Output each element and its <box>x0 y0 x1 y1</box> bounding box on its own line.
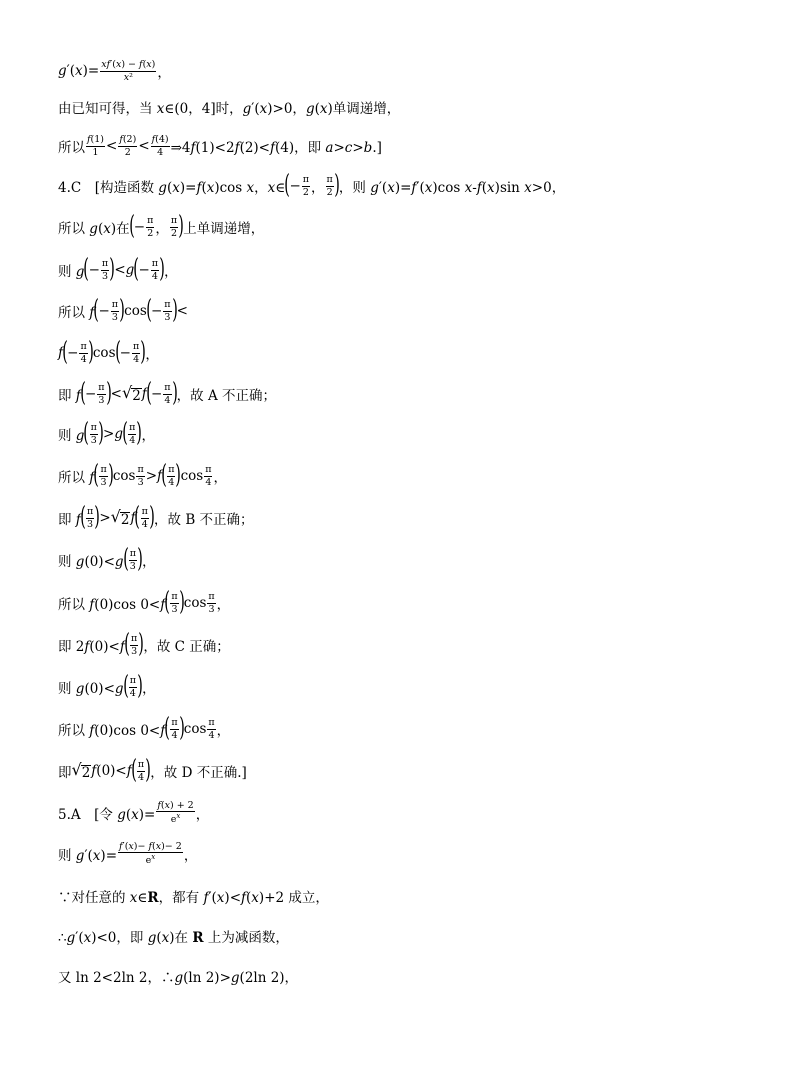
formula-line: 所以 f ( $\frac{\pi}{3}$ ) cos $\frac{\pi}{3}$ >f ( $\frac{\pi}{4}$ ) cos $\frac{\pi}{4}$ ， <box>58 460 227 490</box>
formula-line: 则 g ( $\frac{\pi}{3}$ ) >g ( $\frac{\pi}{4}$ ) ， <box>58 418 156 448</box>
formula-line: g′(x)= $\frac{xf'(x) - f(x)}{\text{x²}}$ ， <box>58 59 171 83</box>
problem-5-heading: 5.A [令 g(x)= $\frac{f(x) + 2}{e^x}$ ， <box>58 799 210 826</box>
formula-line: 所以 f(0)cos 0<f ( $\frac{\pi}{4}$ ) cos $\frac{\pi}{4}$ ， <box>58 713 231 743</box>
formula-line: 即 f ( − $\frac{\pi}{3}$ ) < √ 2 f ( − $\frac{\pi}{4}$ ) ，故 A 不正确； <box>58 378 276 408</box>
formula-line: 所以 f(0)cos 0<f ( $\frac{\pi}{3}$ ) cos $\frac{\pi}{3}$ ， <box>58 587 231 617</box>
text-line: ∴g′(x)<0，即 g(x)在 R 上为减函数， <box>58 930 289 946</box>
formula-line: 即 f ( $\frac{\pi}{3}$ ) > √ 2 f ( $\frac{\pi}{4}$ ) ，故 B 不正确； <box>58 502 254 532</box>
formula-line: 所以 f ( − $\frac{\pi}{3}$ ) cos ( − $\frac{\pi}{3}$ ) < <box>58 295 188 325</box>
text-line: 由已知可得，当 x∈(0，4]时，g′(x)>0，g(x)单调递增， <box>58 101 401 117</box>
text-line: 又 ln 2<2ln 2，∴g(ln 2)>g(2ln 2)， <box>58 970 299 986</box>
formula-line: 则 g(0)<g ( $\frac{\pi}{3}$ ) ， <box>58 544 156 574</box>
formula-line: 即 2f(0)<f ( $\frac{\pi}{3}$ ) ，故 C 正确； <box>58 629 230 659</box>
formula-line: 则 g′(x)= $\frac{f'(x)- f(x)- 2}{e^x}$ ， <box>58 840 198 867</box>
formula-line: 所以 $\frac{f(1)}{1}$ < $\frac{f(2)}{2}$ < $\frac{f(4)}{4}$ ⇒4f(1)<2f(2)<f(4)，即 a>c>b.] <box>58 134 382 158</box>
problem-4-heading: 4.C [构造函数 g(x)=f(x)cos x，x∈ ( − $\frac{\pi}{2}$ ， $\frac{\pi}{2}$ ) ，则 g′(x)=f′(x)cos x-f(x)sin x>0， <box>58 170 566 200</box>
formula-line: 则 g(0)<g ( $\frac{\pi}{4}$ ) ， <box>58 671 156 701</box>
formula-line: f ( − $\frac{\pi}{4}$ ) cos ( − $\frac{\pi}{4}$ ) ， <box>58 337 159 367</box>
formula-line: 则 g ( − $\frac{\pi}{3}$ ) <g ( − $\frac{\pi}{4}$ ) ， <box>58 254 178 284</box>
formula-line: 即 √ 2 f(0)<f ( $\frac{\pi}{4}$ ) ，故 D 不正确.] <box>58 755 247 785</box>
text-line: ∵对任意的 x∈R，都有 f′(x)<f(x)+2 成立， <box>58 890 329 906</box>
formula-line: 所以 g(x)在 ( − $\frac{\pi}{2}$ ， $\frac{\pi}{2}$ ) 上单调递增， <box>58 211 265 241</box>
